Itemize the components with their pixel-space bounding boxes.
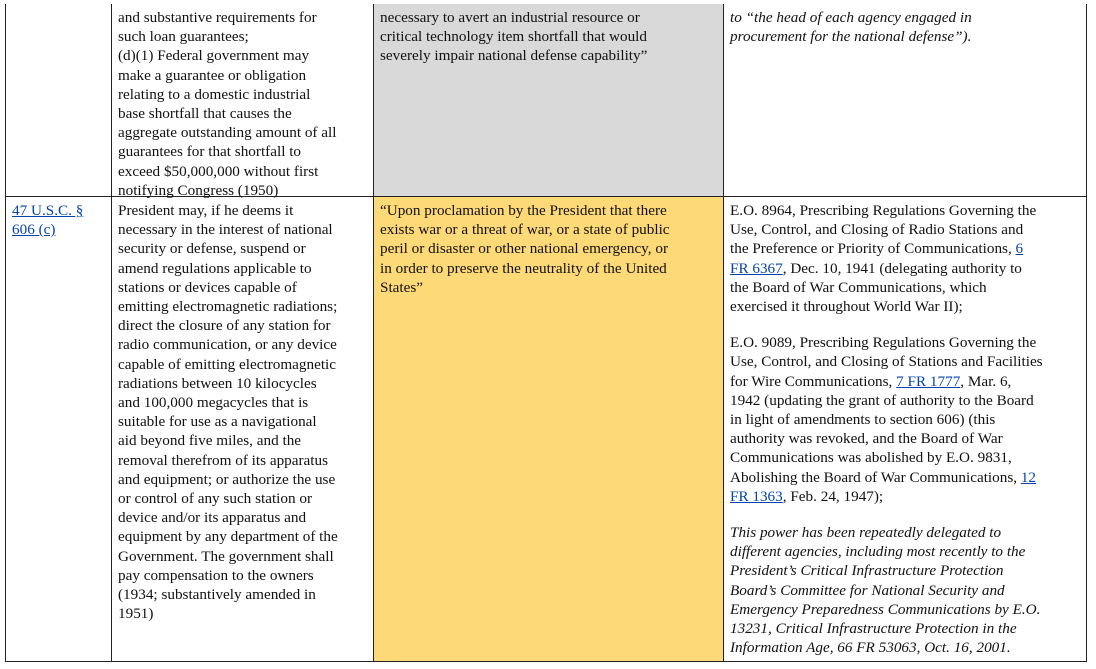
text-line: E.O. 8964, Prescribing Regulations Governing the: [730, 202, 1037, 219]
text-line: authority was revoked, and the Board of War: [730, 430, 1003, 448]
text-line: amend regulations applicable to: [118, 259, 312, 277]
requirements-cell: [112, 4, 374, 197]
text-line: [730, 259, 1080, 278]
text-line: and 100,000 megacycles that is: [118, 394, 309, 412]
fr-citation-link[interactable]: 6: [1015, 240, 1024, 258]
text-line: Use, Control, and Closing of Stations and Facilities: [730, 353, 1043, 371]
text-fragment: , Mar. 6,: [960, 372, 1012, 390]
statute-link[interactable]: 47 U.S.C. § 606 (c): [12, 202, 84, 239]
text-line: aggregate outstanding amount of all: [118, 124, 337, 142]
text-line: security or defense, suspend or: [118, 240, 306, 258]
text-line: exists war or a threat of war, or a state of public: [380, 221, 670, 239]
text-line: Board’s Committee for National Security and: [730, 581, 1005, 599]
text-line: 1951): [118, 605, 154, 623]
fr-citation-link[interactable]: 12: [1020, 468, 1037, 486]
text-line: or control of any such station or: [118, 490, 313, 508]
text-line: suitable for use as a navigational: [118, 413, 317, 431]
text-fragment: , Feb. 24, 1947);: [782, 487, 884, 505]
text-line: removal therefrom of its apparatus: [118, 451, 329, 469]
text-line: 13231, Critical Infrastructure Protection in the: [730, 620, 1017, 638]
text-line: Government. The government shall: [118, 547, 334, 565]
text-line: and equipment; or authorize the use: [118, 470, 336, 488]
text-line: Communications was abolished by E.O. 9831,: [730, 449, 1012, 467]
statute-cell: [5, 4, 112, 197]
text-line: capable of emitting electromagnetic: [118, 355, 337, 373]
text-line: [730, 239, 1080, 258]
text-line: (1934; substantively amended in: [118, 586, 316, 604]
text-line: direct the closure of any station for: [118, 317, 331, 335]
text-line: in order to preserve the neutrality of the United: [380, 259, 667, 277]
text-line: exercised it throughout World War II);: [730, 298, 963, 316]
text-line: necessary to avert an industrial resource or: [380, 9, 640, 26]
text-line: President’s Critical Infrastructure Protection: [730, 562, 1004, 580]
trigger-cell: [374, 4, 724, 197]
text-line: radio communication, or any device: [118, 336, 337, 354]
text-line: [730, 468, 1080, 487]
text-line: Information Age, 66 FR 53063, Oct. 16, 2001.: [730, 639, 1011, 657]
text-line: Use, Control, and Closing of Radio Stations and: [730, 221, 1024, 239]
text-line: [730, 487, 1080, 506]
text-line: Emergency Preparedness Communications by E.O.: [730, 600, 1041, 618]
text-line: radiations between 10 kilocycles: [118, 374, 317, 392]
text-line: 1942 (updating the grant of authority to the Board: [730, 391, 1034, 409]
eo-9089-entry: [730, 333, 1080, 506]
text-line: aid beyond five miles, and the: [118, 432, 302, 450]
authorities-table: [5, 4, 1087, 662]
text-line: stations or devices capable of: [118, 278, 297, 296]
text-line: “Upon proclamation by the President that there: [380, 202, 667, 219]
text-line: necessary in the interest of national: [118, 221, 333, 239]
text-line: This power has been repeatedly delegated to: [730, 524, 1002, 542]
text-line: notifying Congress (1950): [118, 181, 279, 199]
implementation-cell: [724, 4, 1087, 197]
text-line: guarantees for that shortfall to: [118, 143, 302, 161]
text-line: such loan guarantees;: [118, 28, 249, 46]
text-line: E.O. 9089, Prescribing Regulations Governing the: [730, 334, 1037, 352]
text-fragment: for Wire Communications,: [730, 372, 897, 390]
text-line: procurement for the national defense”).: [730, 28, 972, 46]
trigger-cell: [374, 197, 724, 662]
text-line: to “the head of each agency engaged in: [730, 9, 972, 26]
fr-citation-link[interactable]: FR 1363: [730, 487, 783, 505]
text-line: base shortfall that causes the: [118, 105, 292, 123]
text-line: States”: [380, 278, 424, 296]
delegation-note: [730, 523, 1080, 657]
text-line: (d)(1) Federal government may: [118, 47, 310, 65]
text-line: equipment by any department of the: [118, 528, 338, 546]
text-line: in light of amendments to section 606) (this: [730, 411, 996, 429]
text-line: severely impair national defense capability”: [380, 47, 648, 65]
text-line: the Board of War Communications, which: [730, 278, 987, 296]
text-line: exceed $50,000,000 without first: [118, 162, 319, 180]
text-line: device and/or its apparatus and: [118, 509, 307, 527]
text-fragment: , Dec. 10, 1941 (delegating authority to: [782, 259, 1022, 277]
eo-8964-entry: [730, 201, 1080, 316]
text-line: peril or disaster or other national emergency, or: [380, 240, 669, 258]
implementation-cell: [724, 197, 1087, 662]
text-line: pay compensation to the owners: [118, 566, 314, 584]
text-line: make a guarantee or obligation: [118, 66, 307, 84]
text-line: relating to a domestic industrial: [118, 85, 311, 103]
text-fragment: the Preference or Priority of Communications,: [730, 240, 1016, 258]
text-line: and substantive requirements for: [118, 9, 317, 26]
text-fragment: Abolishing the Board of War Communications,: [730, 468, 1021, 486]
statute-cell: [5, 197, 112, 662]
table-row: [5, 4, 1087, 197]
text-line: critical technology item shortfall that would: [380, 28, 647, 46]
fr-citation-link[interactable]: FR 6367: [730, 259, 783, 277]
text-line: different agencies, including most recently to the: [730, 543, 1026, 561]
text-line: [730, 372, 1080, 391]
requirements-cell: [112, 197, 374, 662]
fr-citation-link[interactable]: 7 FR 1777: [896, 372, 961, 390]
table-row: [5, 197, 1087, 662]
text-line: emitting electromagnetic radiations;: [118, 298, 338, 316]
text-line: President may, if he deems it: [118, 202, 294, 219]
